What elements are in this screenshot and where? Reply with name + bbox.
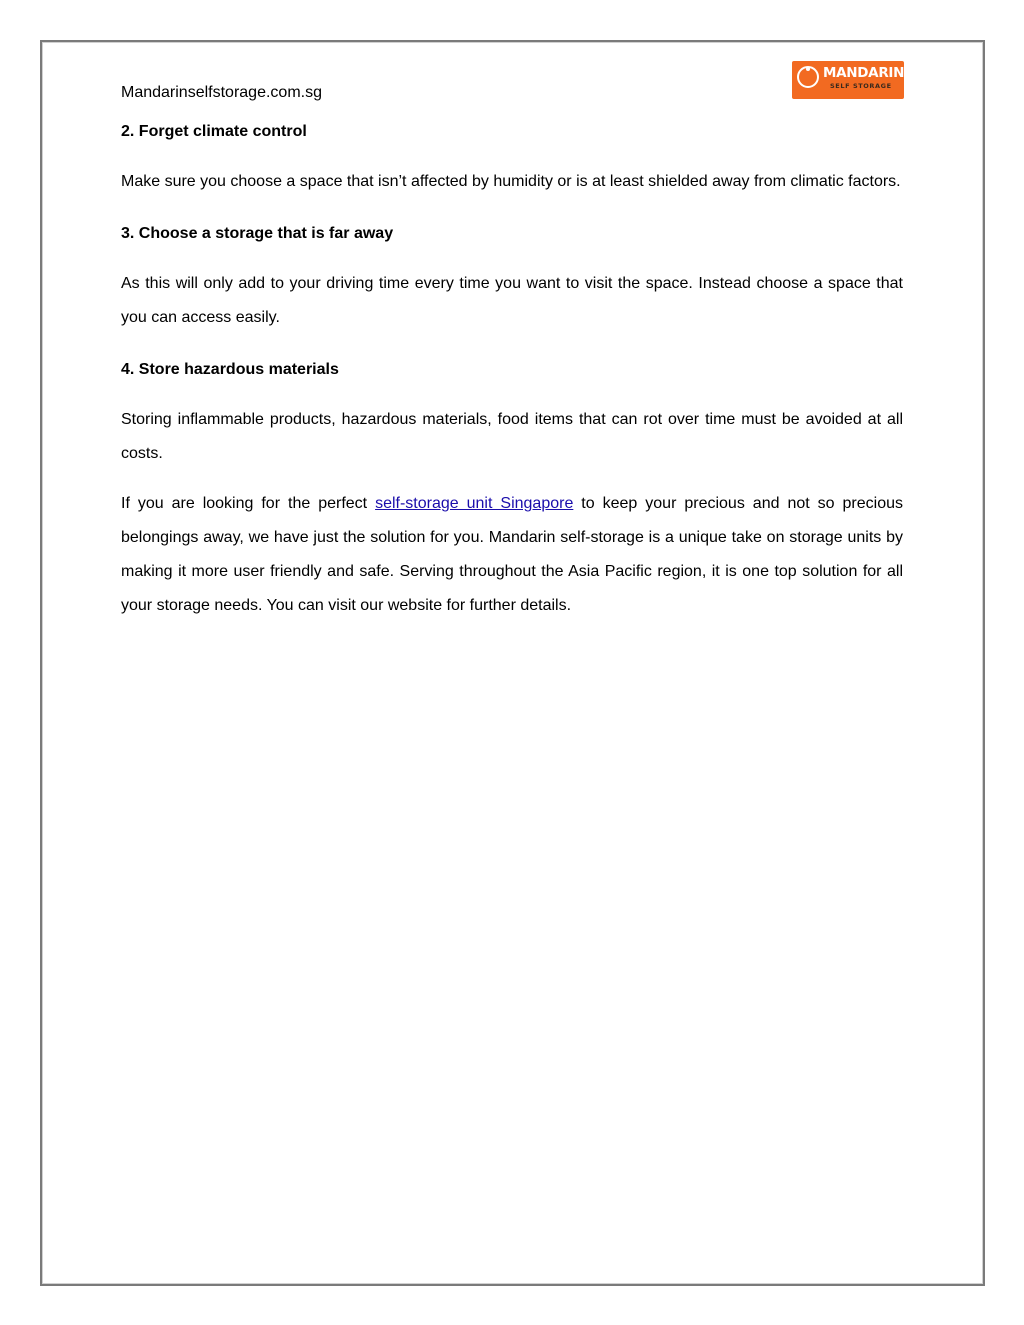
closing-paragraph: [121, 487, 903, 623]
orange-icon: [797, 66, 819, 88]
document-body: [121, 121, 903, 623]
closing-text-end: to keep your precious and not so precious belongings away, we have just the solution for you. Mandarin self-storage is a unique take on storage units by making it more user friendly and safe. Serving throughout the Asia Pacific region, it is one top solution for all your storage needs. You can visit our website for further details.: [121, 495, 903, 614]
section-heading: 4. Store hazardous materials: [121, 361, 339, 378]
section-heading: 2. Forget climate control: [121, 123, 307, 140]
logo-name: MANDARIN: [823, 65, 905, 81]
section-paragraph: Storing inflammable products, hazardous materials, food items that can rot over time must be avoided at all costs.: [121, 411, 903, 462]
header-site-name: Mandarinselfstorage.com.sg: [121, 84, 322, 101]
closing-text-start: If you are looking for the perfect: [121, 495, 376, 512]
logo-tagline: SELF STORAGE: [830, 82, 892, 90]
self-storage-link[interactable]: self-storage unit Singapore: [375, 495, 574, 512]
section-heading: 3. Choose a storage that is far away: [121, 225, 394, 242]
section-paragraph: Make sure you choose a space that isn’t affected by humidity or is at least shielded away from climatic factors.: [121, 173, 901, 190]
mandarin-logo: [792, 61, 904, 99]
section-paragraph: As this will only add to your driving time every time you want to visit the space. Instead choose a space that you can access easily.: [121, 275, 903, 326]
